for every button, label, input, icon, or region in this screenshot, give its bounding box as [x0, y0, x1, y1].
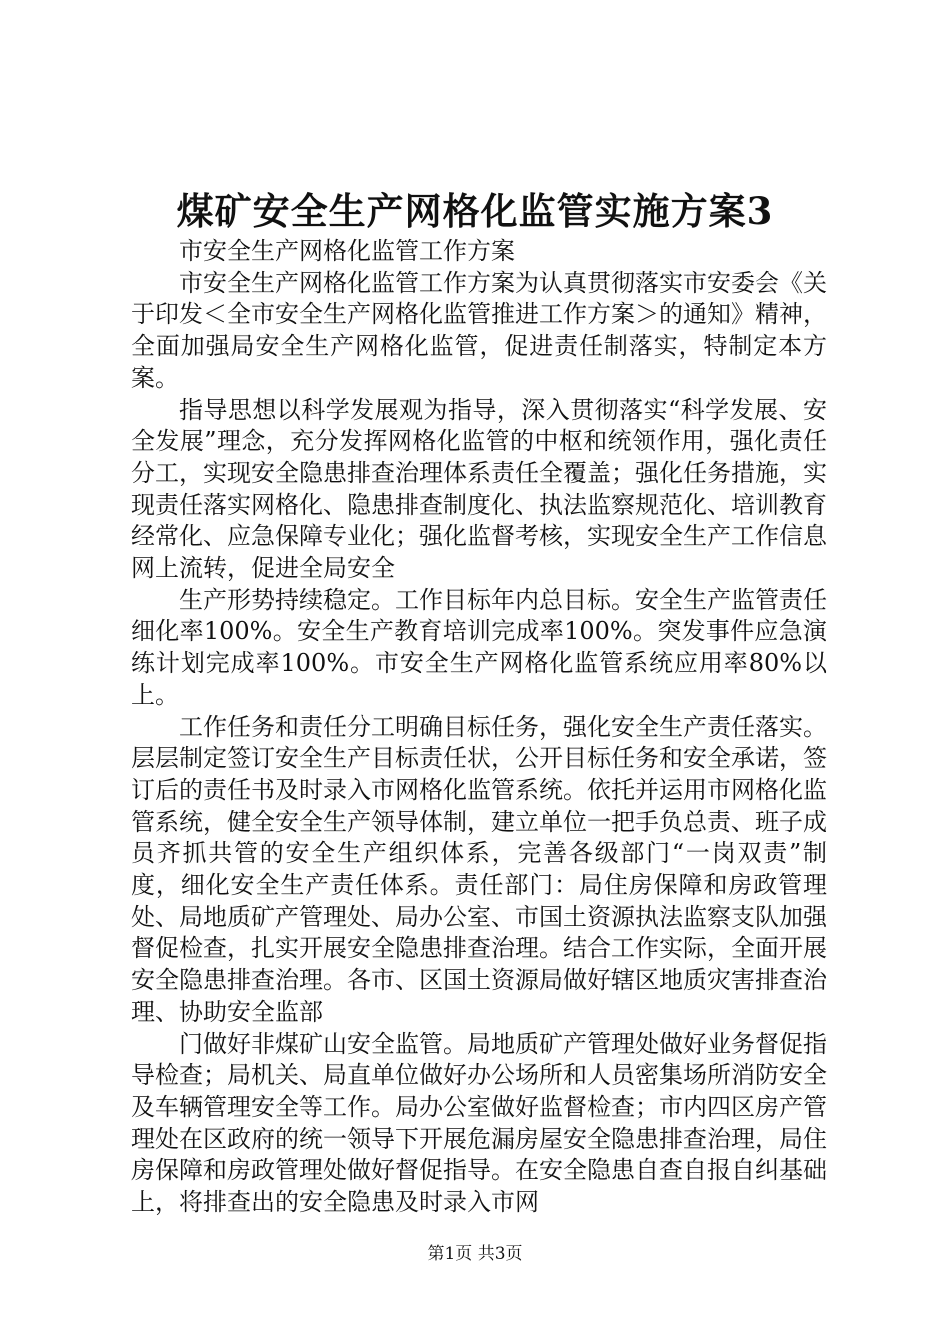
document-body [131, 236, 827, 1219]
paragraph-guiding-ideology: 指导思想以科学发展观为指导，深入贯彻落实“科学发展、安全发展”理念，充分发挥网格化监管的中枢和统领作用，强化责任分工，实现安全隐患排查治理体系责任全覆盖；强化任务措施，实现责任落实网格化、隐患排查制度化、执法监察规范化、培训教育经常化、应急保障专业化；强化监督考核，实现安全生产工作信息网上流转，促进全局安全 [131, 395, 827, 583]
paragraph-work-goals: 生产形势持续稳定。工作目标年内总目标。安全生产监管责任细化率100%。安全生产教育培训完成率100%。突发事件应急演练计划完成率100%。市安全生产网格化监管系统应用率80%以上。 [131, 585, 827, 709]
paragraph-intro: 市安全生产网格化监管工作方案为认真贯彻落实市安委会《关于印发＜全市安全生产网格化监管推进工作方案＞的通知》精神，全面加强局安全生产网格化监管，促进责任制落实，特制定本方案。 [131, 268, 827, 392]
document-title: 煤矿安全生产网格化监管实施方案3 [176, 189, 774, 233]
paragraph-task-division: 工作任务和责任分工明确目标任务，强化安全生产责任落实。层层制定签订安全生产目标责任状，公开目标任务和安全承诺，签订后的责任书及时录入市网格化监管系统。依托并运用市网格化监管系统，健全安全生产领导体制，建立单位一把手负总责、班子成员齐抓共管的安全生产组织体系，完善各级部门“一岗双责”制度，细化安全生产责任体系。责任部门：局住房保障和房政管理处、局地质矿产管理处、局办公室、市国土资源执法监察支队加强督促检查，扎实开展安全隐患排查治理。结合工作实际，全面开展安全隐患排查治理。各市、区国土资源局做好辖区地质灾害排查治理、协助安全监部 [131, 712, 827, 1026]
paragraph-heading: 市安全生产网格化监管工作方案 [179, 237, 515, 265]
paragraph-department-duties: 门做好非煤矿山安全监管。局地质矿产管理处做好业务督促指导检查；局机关、局直单位做好办公场所和人员密集场所消防安全及车辆管理安全等工作。局办公室做好监督检查；市内四区房产管理处在区政府的统一领导下开展危漏房屋安全隐患排查治理，局住房保障和房政管理处做好督促指导。在安全隐患自查自报自纠基础上，将排查出的安全隐患及时录入市网 [131, 1029, 827, 1217]
page-number-footer: 第1页 共3页 [427, 1244, 523, 1264]
